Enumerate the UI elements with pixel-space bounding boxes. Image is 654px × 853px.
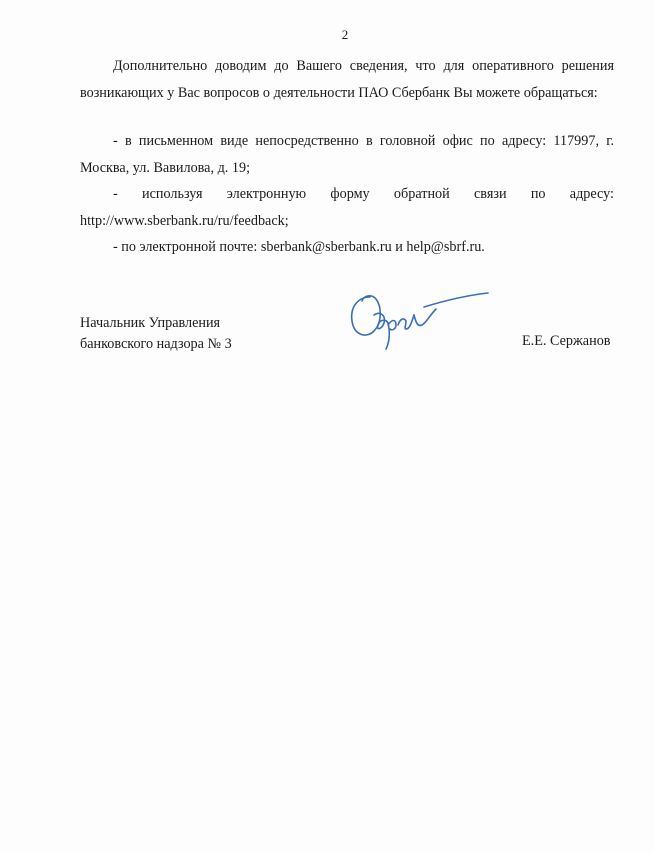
paragraph-feedback-form: - используя электронную форму обратной связи по адресу: http://www.sberbank.ru/ru/feedback;	[80, 186, 614, 229]
paragraph-written-address: - в письменном виде непосредственно в головной офис по адресу: 117997, г. Москва, ул. Вавилова, д. 19;	[80, 133, 614, 176]
page-number: 2	[341, 27, 349, 42]
signatory-title-line2: банковского надзора № 3	[80, 336, 232, 352]
signatory-title	[80, 313, 232, 355]
paragraph-intro: Дополнительно доводим до Вашего сведения, что для оперативного решения возникающих у Вас вопросов о деятельности ПАО Сбербанк Вы можете обращаться:	[80, 58, 614, 101]
signatory-title-line1: Начальник Управления	[80, 315, 221, 331]
paragraph-email: - по электронной почте: sberbank@sberbank.ru и help@sbrf.ru.	[113, 239, 485, 255]
handwritten-signature	[340, 285, 500, 355]
signatory-name: Е.Е. Сержанов	[522, 333, 611, 349]
